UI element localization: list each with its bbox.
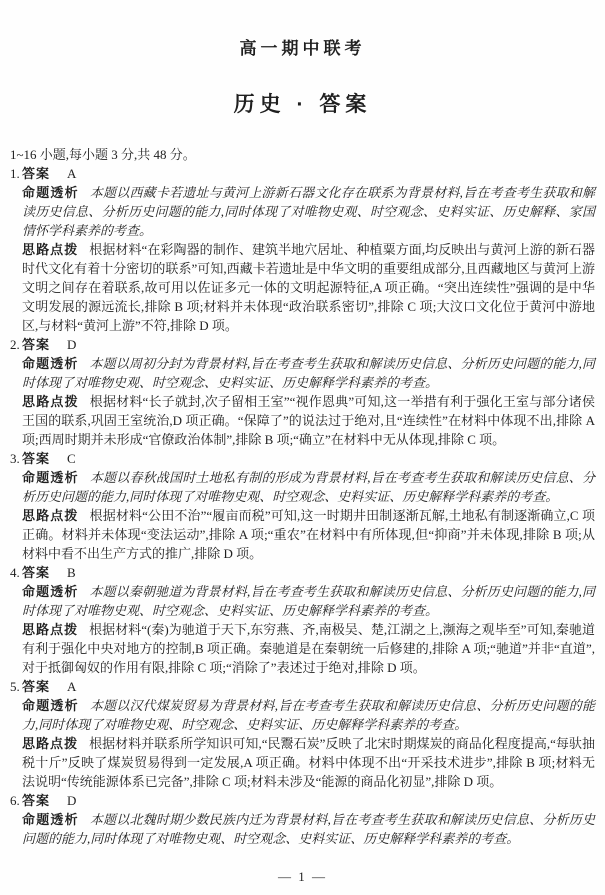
analysis-paragraph (22, 468, 595, 506)
answer-line (10, 335, 595, 354)
answer-label: 答案 (22, 337, 51, 352)
tips-label: 思路点拨 (22, 622, 79, 637)
question-number: 3. (10, 451, 20, 466)
answer-label: 答案 (22, 679, 51, 694)
exam-title: 高一期中联考 (239, 39, 366, 58)
analysis-paragraph (22, 810, 595, 848)
analysis-label: 命题透析 (22, 698, 79, 713)
tips-label: 思路点拨 (22, 736, 79, 751)
analysis-label: 命题透析 (22, 356, 79, 371)
tips-label: 思路点拨 (22, 242, 79, 257)
answer-line (10, 563, 595, 582)
answer-item-5 (10, 677, 595, 791)
answer-line (10, 677, 595, 696)
analysis-paragraph (22, 183, 595, 240)
tips-label: 思路点拨 (22, 508, 79, 523)
scoring-note: 1~16 小题,每小题 3 分,共 48 分。 (10, 147, 196, 162)
answer-line (10, 791, 595, 810)
answer-list (10, 164, 595, 848)
analysis-label: 命题透析 (22, 470, 79, 485)
analysis-label: 命题透析 (22, 185, 79, 200)
answer-item-1 (10, 164, 595, 335)
tips-paragraph (22, 392, 595, 449)
answer-value: A (67, 166, 77, 181)
subject-subtitle: 历史 · 答案 (233, 93, 372, 116)
answer-value: B (67, 565, 76, 580)
tips-paragraph (22, 620, 595, 677)
analysis-text: 本题以北魏时期少数民族内迁为背景材料,旨在考查考生获取和解读历史信息、分析历史问题的能力,同时体现了对唯物史观、时空观念、史料实证、历史解释学科素养的考查。 (22, 812, 595, 846)
question-number: 6. (10, 793, 20, 808)
answer-value: D (67, 337, 77, 352)
analysis-paragraph (22, 354, 595, 392)
question-number: 5. (10, 679, 20, 694)
question-number: 1. (10, 166, 20, 181)
answer-label: 答案 (22, 166, 51, 181)
tips-text: 根据材料“在彩陶器的制作、建筑半地穴居址、种植粟方面,均反映出与黄河上游的新石器时代文化有着十分密切的联系”可知,西藏卡若遗址是中华文明的重要组成部分,且西藏地区与黄河上游文明之间存在着联系,故可用以佐证多元一体的文明起源特征,A 项正确。“突出连续性”强调的是中华文明发展的源远流长,排除 B 项;材料并未体现“政治联系密切”,排除 C 项;大汶口文化位于黄河中游地区,与材料“黄河上游”不符,排除 D 项。 (22, 242, 595, 333)
tips-label: 思路点拨 (22, 394, 79, 409)
analysis-label: 命题透析 (22, 584, 79, 599)
analysis-text: 本题以秦朝驰道为背景材料,旨在考查考生获取和解读历史信息、分析历史问题的能力,同时体现了对唯物史观、时空观念、史料实证、历史解释学科素养的考查。 (22, 584, 595, 618)
answer-value: A (67, 679, 77, 694)
analysis-paragraph (22, 582, 595, 620)
answer-item-6 (10, 791, 595, 848)
tips-text: 根据材料“(秦)为驰道于天下,东穷燕、齐,南极吴、楚,江湖之上,濒海之观毕至”可知,秦驰道有利于强化中央对地方的控制,B 项正确。秦驰道是在秦朝统一后修建的,排除 A 项;“驰道”并非“直道”,对于抵御匈奴的作用有限,排除 C 项;“消除了”表述过于绝对,排除 D 项。 (22, 622, 595, 675)
analysis-label: 命题透析 (22, 812, 79, 827)
answer-item-3 (10, 449, 595, 563)
answer-line (10, 449, 595, 468)
analysis-text: 本题以周初分封为背景材料,旨在考查考生获取和解读历史信息、分析历史问题的能力,同时体现了对唯物史观、时空观念、史料实证、历史解释学科素养的考查。 (22, 356, 595, 390)
analysis-paragraph (22, 696, 595, 734)
tips-text: 根据材料并联系所学知识可知,“民鬻石炭”反映了北宋时期煤炭的商品化程度提高,“每驮抽税十斤”反映了煤炭贸易得到一定发展,A 项正确。材料中体现不出“开采技术进步”,排除 B 项;材料无法说明“传统能源体系已完备”,排除 C 项;材料未涉及“能源的商品化初显”,排除 D 项。 (22, 736, 595, 789)
tips-text: 根据材料“长子就封,次子留相王室”“视作恩典”可知,这一举措有利于强化王室与部分诸侯王国的联系,巩固王室统治,D 项正确。“保障了”的说法过于绝对,且“连续性”在材料中体现不出,排除 A 项;西周时期并未形成“官僚政治体制”,排除 B 项;“确立”在材料中无从体现,排除 C 项。 (22, 394, 595, 447)
answer-item-2 (10, 335, 595, 449)
analysis-text: 本题以汉代煤炭贸易为背景材料,旨在考查考生获取和解读历史信息、分析历史问题的能力,同时体现了对唯物史观、时空观念、史料实证、历史解释学科素养的考查。 (22, 698, 595, 732)
answer-label: 答案 (22, 451, 51, 466)
answer-label: 答案 (22, 793, 51, 808)
answer-line (10, 164, 595, 183)
tips-paragraph (22, 734, 595, 791)
page-number: — 1 — (278, 869, 327, 884)
tips-paragraph (22, 240, 595, 335)
analysis-text: 本题以春秋战国时土地私有制的形成为背景材料,旨在考查考生获取和解读历史信息、分析历史问题的能力,同时体现了对唯物史观、时空观念、史料实证、历史解释学科素养的考查。 (22, 470, 595, 504)
answer-value: C (67, 451, 76, 466)
tips-text: 根据材料“公田不治”“履亩而税”可知,这一时期井田制逐渐瓦解,土地私有制逐渐确立,C 项正确。材料并未体现“变法运动”,排除 A 项;“重农”在材料中有所体现,但“抑商”并未体现,排除 B 项;从材料中看不出生产方式的推广,排除 D 项。 (22, 508, 595, 561)
answer-item-4 (10, 563, 595, 677)
analysis-text: 本题以西藏卡若遗址与黄河上游新石器文化存在联系为背景材料,旨在考查考生获取和解读历史信息、分析历史问题的能力,同时体现了对唯物史观、时空观念、史料实证、历史解释、家国情怀学科素养的考查。 (22, 185, 595, 238)
question-number: 4. (10, 565, 20, 580)
question-number: 2. (10, 337, 20, 352)
tips-paragraph (22, 506, 595, 563)
answer-label: 答案 (22, 565, 51, 580)
answer-value: D (67, 793, 77, 808)
